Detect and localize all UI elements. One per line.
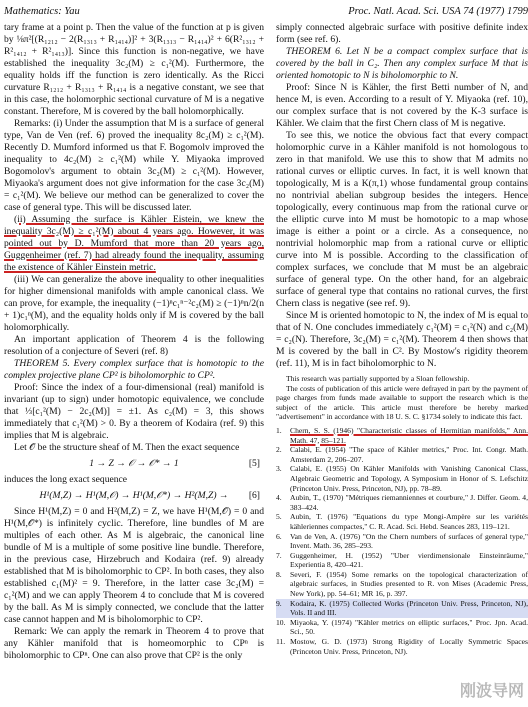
paragraph: simply connected algebraic surface with positive definite index form (see ref. 6).: [276, 22, 528, 45]
watermark: 刚波导网: [459, 681, 524, 700]
reference-item: 5. Aubin, T. (1976) "Equations du type Mongi-Ampère sur les variétés kähleriennes compactes," C. R. Acad. Sci. Hebd. Seances 283, 119–121.: [276, 512, 528, 531]
reference-item-highlighted: 9. Kodaira, K. (1975) Collected Works (Princeton Univ. Press, Princeton, NJ), Vols. II and III.: [276, 598, 528, 618]
left-column: [4, 22, 264, 662]
reference-item: 4. Aubin, T., (1970) "Métriques riemanniennes et courbure," J. Differ. Geom. 4, 383–424.: [276, 493, 528, 512]
reference-item: 6. Van de Ven, A. (1976) "On the Chern numbers of surfaces of general type," Invent. Math. 36, 285–293.: [276, 531, 528, 551]
reference-item: 10. Miyaoka, Y. (1974) "Kähler metrics on elliptic surfaces," Proc. Jpn. Acad. Sci., 50.: [276, 617, 528, 637]
paragraph: induces the long exact sequence: [4, 474, 128, 485]
remark-i: Remarks: (i) Under the assumption that M is a surface of general type, Van de Ven (ref. 6) proved the inequality 8c₂(M) ≥ c₁²(M). Recently D. Mumford informed us that F. Bogomolv improved the inequality to 4c₂(M) ≥ c₁²(M) while Y. Miyaoka improved Bogomolov's argument to obtain 3c₂(M) ≥ c₁²(M). However, Miyaoka's argument does not give information for the case 3c₂(M) = c₁²(M). We believe our method can be generalized to cover the case of general type. This will be discussed later.: [4, 118, 264, 213]
equation-number: [6]: [248, 490, 260, 501]
theorem-5: THEOREM 5. Every complex surface that is homotopic to the complex projective plane CP² is biholomorphic to CP².: [4, 358, 264, 381]
proof-theorem-5: Proof: Since the index of a four-dimensional (real) manifold is invariant (up to sign) under homotopic equivalence, we conclude that ⅓[c₁²(M) − 2c₂(M)] = ±1. As c₂(M) = 3, this shows immediately that c₁²(M) > 0. By a theorem of Kodaira (ref. 9) this implies that M is algebraic.: [4, 382, 264, 441]
reference-item: 11. Mostow, G. D. (1973) Strong Rigidity of Locally Symmetric Spaces (Princeton Univ. Press, Princeton, NJ).: [276, 637, 528, 656]
header-journal-section: Mathematics: Yau: [4, 6, 80, 17]
reference-item: 1. Chern, S. S. (1946) "Characteristic classes of Hermitian manifolds," Ann. Math. 47, 85–121.: [276, 425, 528, 445]
paragraph: An important application of Theorem 4 is the following resolution of a conjecture of Severi (ref. 8): [4, 334, 264, 357]
equation-number: [5]: [248, 458, 260, 469]
acknowledgment: This research was partially supported by a Sloan fellowship.: [286, 374, 470, 383]
header-citation: Proc. Natl. Acad. Sci. USA 74 (1977) 1799: [348, 6, 528, 17]
references-list: [276, 426, 528, 656]
equation-6: [4, 490, 264, 502]
remark: Remark: We can apply the remark in Theorem 4 to prove that any Kähler manifold that is homeomorphic to CPⁿ is biholomorphic to CPⁿ. One can also prove that CP² is the only: [4, 626, 264, 661]
remark-ii: (ii) Assuming the surface is Kähler Eistein, we knew the inequality 3c₂(M) ≥ c₁²(M) about 4 years ago. However, it was pointed out by D. Mumford that more than 20 years ago, Guggenheimer (ref. 7) had already found the inequality, assuming the existence of Kähler Einstein metric.: [4, 214, 264, 273]
publication-note: The costs of publication of this article were defrayed in part by the payment of page charges from funds made available to support the research which is the subject of the article. This article must therefore be hereby marked "advertisement" in accordance with 18 U. S. C. §1734 solely to indicate this fact.: [276, 383, 528, 422]
equation-body: H¹(M,Z) → H¹(M,𝒪) → H¹(M,𝒪*) → H²(M,Z) →: [39, 490, 229, 501]
paragraph: Let 𝒪 be the structure sheaf of M. Then the exact sequence: [14, 442, 240, 453]
equation-5: [4, 458, 264, 470]
remark-iii: (iii) We can generalize the above inequality to other inequalities for higher dimensional manifolds with ample canonical class. We can prove, for example, the inequality (−1)ⁿc₁ⁿ⁻²c₂(M) ≥ (−1)ⁿn/2(n + 1)c₁ⁿ(M), and the equality holds only if M is covered by the ball holomorphically.: [4, 274, 264, 333]
reference-item: 3. Calabi, E. (1955) On Kähler Manifolds with Vanishing Canonical Class, Algebraic Geometric and Topology, A Symposium in Honor of S. Lefschitz (Princeton Univ. Press, Princeton, NJ), pp. 78–89.: [276, 464, 528, 493]
reference-item: 7. Guggenheimer, H. (1952) "Uber vierdimensionale Einsteinräume," Experientia 8, 420–421.: [276, 550, 528, 570]
running-header: [0, 6, 528, 20]
paragraph: tary frame at a point p. Then the value of the function at p is given by ⅛π²[(R₁₂₁₂ − 2(R₁₃₁₃ + R₁₄₁₄)]² + 3(R₁₃₁₃ − R₁₄₁₄)² + 6(R²₁₃₁₂ + R²₁₄₁₂ + R²₁₄₁₃)]. Since this function is non-negative, we have established the inequality 3c₂(M) ≥ c₁²(M). Furthermore, the equality holds iff the function is zero identically. As the Ricci curvature R₁₂₁₂ + R₁₃₁₃ + R₁₄₁₄ is a negative constant, we see that in this case, the holomorphic sectional curvature of M is a negative constant. Therefore, M is covered by the ball holomorphically.: [4, 22, 264, 117]
reference-item: 8. Severi, F. (1954) Some remarks on the topological characterization of algebraic surfaces, in Studies presented to R. von Mises (Academic Press, New York), pp. 54–61; MR 16, p. 397.: [276, 569, 528, 599]
paragraph: Since M is oriented homotopic to N, the index of M is equal to that of N. One concludes immediately c₁²(M) = c₁²(N) and c₂(M) = c₂(N). Therefore, 3c₂(M) = c₁²(M). Theorem 4 then shows that M is covered by the ball in C². By Mostow's rigidity theorem (ref. 11), M is in fact biholomorphic to N.: [276, 310, 528, 369]
reference-item: 2. Calabi, E. (1954) "The space of Kähler metrics," Proc. Int. Congr. Math. Amsterdam 2, 206–207.: [276, 445, 528, 464]
paragraph: To see this, we notice the obvious fact that every compact holomorphic curve in a Kähler manifold is not homologous to zero in that manifold. We use this to show that M admits no rational curves or elliptic curves. In fact, it is well known that topologically, M is a K(π,1) whose fundamental group contains no nontrivial abelian subgroup besides the integers. Hence topologically, every continuous map from the rational curve or the elliptic curve into M must be homotopic to a map whose image is either a point or a circle. As a consequence, no nontrivial holomorphic map from a rational curve or elliptic curve into M is possible. According to the classification of complex surfaces, we conclude that M must be an algebraic surface of general type. On the other hand, for an algebraic surface of general type that contains no rational curves, the first Chern class is negative (see ref. 9).: [276, 130, 528, 309]
equation-body: 1 → Z → 𝒪 → 𝒪* → 1: [89, 458, 179, 469]
proof-theorem-6: Proof: Since N is Kähler, the first Betti number of N, and hence M, is even. According to a result of Y. Miyaoka (ref. 10), our complex surface that is not covered by the K-3 surface is Kähler. We claim that the first Chern class of M is negative.: [276, 82, 528, 129]
paragraph: Since H¹(M,Z) = 0 and H²(M,Z) = Z, we have H¹(M,𝒪) = 0 and H¹(M,𝒪*) is infinitely cyclic. Therefore, line bundles of M are multiples of each other. As M is algebraic, the canonical line bundle of M is a multiple of some positive line bundle. Therefore, in the previous case, Hirzebruch and Kodaira (ref. 9) already established that M is biholomorphic to CP². In both cases, they also established c₁(M)² = 9. Therefore, in the latter case 3c₂(M) = c₁²(M) and we can apply Theorem 4 to conclude that M is covered by the ball. As M is simply connected, we conclude that the latter case cannot happen and M is biholomorphic to CP².: [4, 506, 264, 625]
theorem-6: THEOREM 6. Let N be a compact complex surface that is covered by the ball in C₂. Then any complex surface M that is oriented homotopic to N is biholomorphic to N.: [276, 46, 528, 81]
right-column: [276, 22, 528, 656]
